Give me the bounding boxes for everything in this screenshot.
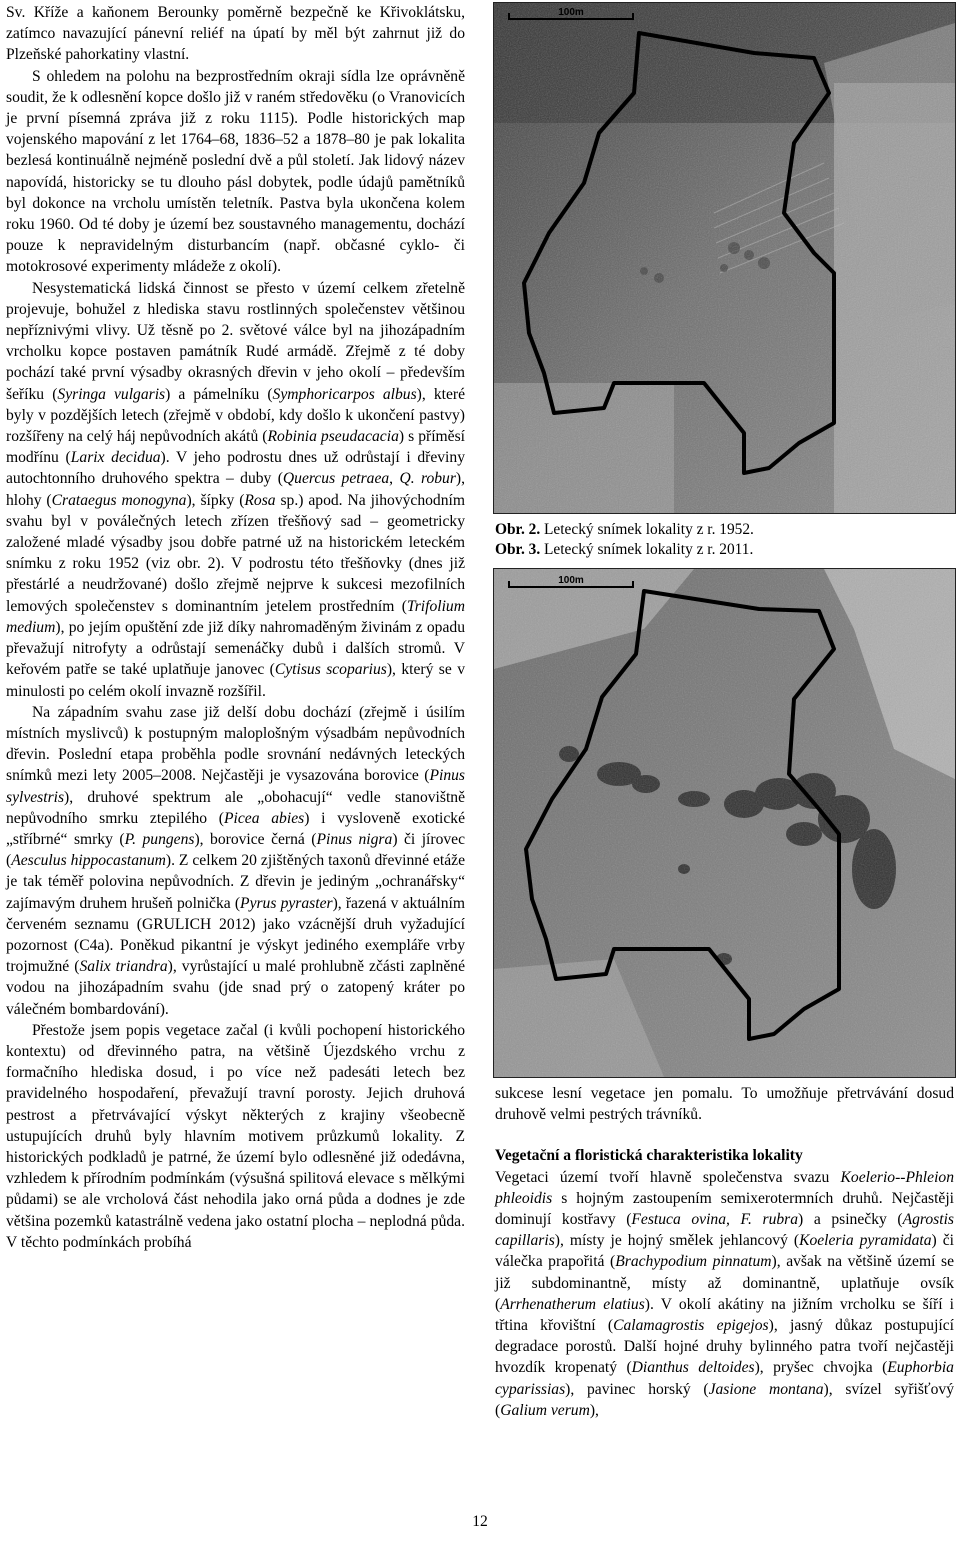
scale-bar (508, 575, 634, 589)
species-name: Pyrus pyraster (240, 894, 333, 912)
species-name: Agrostis capillaris (495, 1211, 954, 1250)
species-name: Quercus petraea (282, 470, 390, 488)
scale-bar-line (508, 18, 634, 20)
paragraph-1: Sv. Kříže a kaňonem Berounky poměrně bezpečně ke Křivoklátsku, zatímco navazující pánevní reliéf na úpatí by měl být zahrnut již do Plzeňské pahorkatiny vlastní. (6, 4, 465, 64)
aerial-photo-2011-image (494, 569, 955, 1077)
species-name: Salix triandra (79, 958, 168, 976)
species-name: Arrhenatherum elatius (500, 1295, 645, 1313)
section-heading: Vegetační a floristická charakteristika lokality (495, 1147, 803, 1165)
species-name: Euphorbia cyparissias (495, 1359, 954, 1398)
species-name: Rosa (244, 491, 276, 509)
paragraph-vegetation: Vegetaci území tvoří hlavně společenstva svazu Koelerio--Phleion phleoidis s hojným zastoupením semixerotermních druhů. Nejčastěji dominují kostřavy (Festuca ovina, F. rubra) a psinečky (Agrostis capillaris), místy je hojný smělek jehlancový (Koeleria pyramidata) či válečka prapořitá (Brachypodium pinnatum), avšak na většině území se již subdominantně, místy až dominantně, uplatňuje ovsík (Arrhenatherum elatius). V okolí akátiny na jižním vrcholku se šíří i třtina křovištní (Calamagrostis epigejos), jasný důkaz postupující degradace porostů. Další hojné druhy bylinného patra tvoří nejčastěji hvozdík kropenatý (Dianthus deltoides), pryšec chvojka (Euphorbia cyparissias), pavinec horský (Jasione montana), svízel syřišťový (Galium verum), (495, 1168, 954, 1419)
species-name: Dianthus deltoides (631, 1359, 755, 1377)
species-name: P. pungens (124, 830, 195, 848)
figure-captions (495, 520, 754, 559)
species-name: Koelerio--Phleion phleoidis (495, 1168, 954, 1207)
species-name: Brachypodium pinnatum (615, 1253, 772, 1271)
species-name: Pinus nigra (316, 830, 393, 848)
left-text-column (6, 2, 465, 1253)
aerial-photo-1952-image (494, 3, 955, 513)
paragraph-5: Přestože jsem popis vegetace začal (i kvůli pochopení historického kontextu) od dřevinného patra, na většině Újezdského vrchu z formačního hlediska dosud, i po více než padesáti letech bez pravidelného hospodaření, převažují travní porosty. Jejich druhová pestrost a přetrvávající výskyt některých z krajiny všeobecně ustupujících druhů byly hlavním motivem průzkumů lokality. Z historických podkladů je patrné, že území bylo odlesněné již odedávna, vzhledem k přírodním podmínkám (výsušná spilitová elevace s mělkými půdami) se ale vrcholová část nehodila jako orná půda a dodnes je zde většina pozemků katastrálně vedena jako ostatní plocha – neplodná půda. V těchto podmínkách probíhá (6, 1021, 465, 1251)
page-number: 12 (472, 1513, 488, 1530)
species-name: Jasione montana (708, 1380, 824, 1398)
species-name: Pinus sylvestris (6, 767, 465, 806)
species-name: Trifolium medium (6, 597, 465, 636)
scale-bar-label: 100m (558, 575, 584, 586)
species-name: Robinia pseudacacia (267, 428, 399, 446)
aerial-photo-2011 (493, 568, 956, 1078)
caption-obr-3: Obr. 3. Letecký snímek lokality z r. 2011. (495, 540, 754, 558)
species-name: Cytisus scoparius (274, 661, 387, 679)
scale-bar (508, 7, 634, 21)
scale-bar-label: 100m (558, 7, 584, 18)
scale-bar-line (508, 586, 634, 588)
aerial-photo-1952 (493, 2, 956, 514)
species-name: Syringa vulgaris (57, 385, 166, 403)
species-name: Larix decidua (70, 449, 161, 467)
right-text-column (495, 1083, 954, 1421)
paragraph-4: Na západním svahu zase již delší dobu dochází (zřejmě i úsilím místních myslivců) k postupným maloplošným výsadbám nepůvodních dřevin. Poslední etapa proběhla podle srovnání nedávných leteckých snímků mezi lety 2005–2008. Nejčastěji je vysazována borovice (Pinus sylvestris), druhové spektrum ale „obohacují“ vedle stanovištně nepůvodního smrku ztepilého (Picea abies) i vysloveně exotické „stříbrné“ smrky (P. pungens), borovice černá (Pinus nigra) či jírovec (Aesculus hippocastanum). Z celkem 20 zjištěných taxonů dřevinné etáže je tak téměř polovina nepůvodních. Z dřevin je jediným „ochranářsky“ zajímavým druhem hrušeň polnička (Pyrus pyraster), řazená v aktuálním červeném seznamu (GRULICH 2012) jako vzácnější druh vyžadující pozornost (C4a). Poněkud pikantní je výskyt jediného exempláře vrby trojmužné (Salix triandra), vyrůstající u malé prohlubně zčásti zaplněné vodou na jihozápadním svahu (jde snad prý o zatopený kráter po válečném bombardování). (6, 703, 466, 1018)
species-name: Picea abies (224, 809, 305, 827)
species-name: Q. robur (399, 470, 456, 488)
species-name: Crataegus monogyna (51, 491, 187, 509)
species-name: Galium verum (500, 1401, 590, 1419)
paragraph-3: Nesystematická lidská činnost se přesto v území celkem zřetelně projevuje, bohužel z hlediska stavu rostlinných společenstev většinou nepříznivými vlivy. Už těsně po 2. světové válce byl na jihozápadním vrcholku kopce postaven památník Rudé armádě. Zřejmě z té doby pochází také první výsadby okrasných dřevin v jeho okolí – především šeříku (Syringa vulgaris) a pámelníku (Symphoricarpos albus), které byly v pozdějších letech (zřejmě v období, kdy došlo k ukončení pastvy) rozšířeny na celý háj nepůvodních akátů (Robinia pseudacacia) s příměsí modřínu (Larix decidua). V jeho podrostu dnes už odrůstají i dřeviny autochtonního druhového spektra – duby (Quercus petraea, Q. robur), hlohy (Crataegus monogyna), šípky (Rosa sp.) apod. Na jihovýchodním svahu byl v poválečných letech zřízen třešňový sad – geometricky založené mladé výsadby jsou dobře patrné už na historickém leteckém snímku z roku 1952 (viz obr. 2). V podrostu této třešňovky (dnes již přestárlé a neudržované) došlo zřejmě nejprve k sukcesi mezofilních lemových společenstev s dominantním jetelem prostředním (Trifolium medium), po jejím opuštění zde již díky nahromaděným živinám z opadu převažují nitrofyty a odrůstají semenáčky dubů i dalších stromů. V keřovém patře se také uplatňuje janovec (Cytisus scoparius), který se v minulosti po celém okolí invazně rozšířil. (6, 279, 466, 700)
species-name: Symphoricarpos albus (272, 385, 417, 403)
species-name: Koeleria pyramidata (799, 1232, 932, 1250)
caption-obr-2: Obr. 2. Letecký snímek lokality z r. 1952. (495, 521, 754, 538)
paragraph-continuation: sukcese lesní vegetace jen pomalu. To umožňuje přetrvávání dosud druhově velmi pestrých trávníků. (495, 1085, 954, 1124)
species-name: Calamagrostis epigejos (613, 1317, 769, 1335)
species-name: Festuca ovina, F. rubra (631, 1211, 799, 1229)
species-name: Aesculus hippocastanum (11, 852, 166, 870)
paragraph-2: S ohledem na polohu na bezprostředním okraji sídla lze oprávněně soudit, že k odlesnění kopce došlo již v raném středověku (o Vranovicích je první písemná zpráva již z roku 1115). Podle historických map vojenského mapování z let 1764–68, 1836–52 a 1878–80 je pak lokalita bezlesá kontinuálně nejméně poslední dvě a půl století. Jak lidový název napovídá, historicky se tu dlouho pásl dobytek, podle údajů pamětníků byl dokonce na vrcholu umístěn teletník. Pastva byla ukončena kolem roku 1960. Od té doby je území bez soustavného managementu, dochází pouze k nepravidelným disturbancím (např. občasné cyklo- či motokrosové experimenty mládeže z okolí). (6, 67, 465, 276)
